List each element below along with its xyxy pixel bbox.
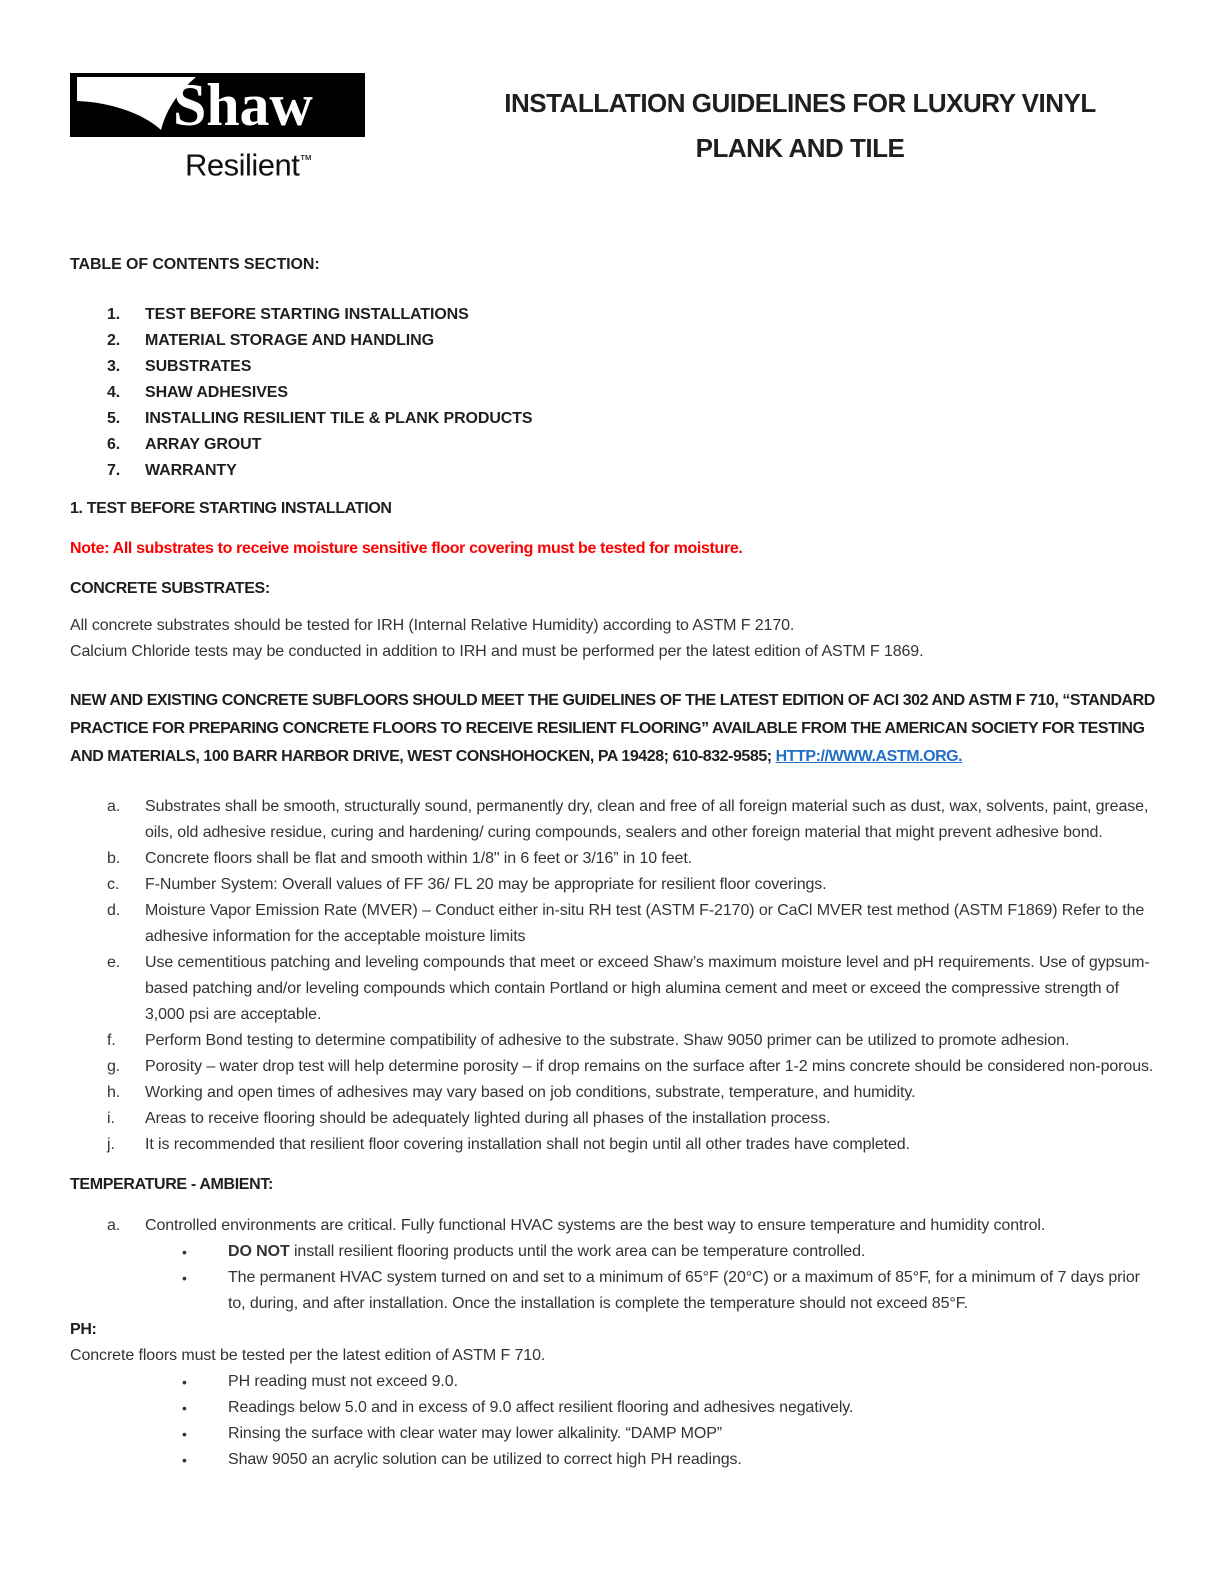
toc-item-number: 6. [107,436,121,454]
list-letter: a. [107,798,121,816]
list-item [70,950,1155,1028]
toc-item-number: 2. [107,332,121,350]
toc-item [70,328,1155,354]
standards-text: NEW AND EXISTING CONCRETE SUBFLOORS SHOULD MEET THE GUIDELINES OF THE LATEST EDITION OF ACI 302 AND ASTM F 710, “STANDARD PRACTICE FOR PREPARING CONCRETE FLOORS TO RECEIVE RESILIENT FLOORING” AVAILABLE FROM THE AMERICAN SOCIETY FOR TESTING AND MATERIALS, 100 BARR HARBOR DRIVE, WEST CONSHOHOCKEN, PA 19428; 610-832-9585; [70,692,1155,766]
list-item-text: Use cementitious patching and leveling compounds that meet or exceed Shaw’s maximum moisture level and pH requirements. Use of gypsum-based patching and/or leveling compounds which contain Portland or high alumina cement and meet or exceed the compressive strength of 3,000 psi are acceptable. [145,954,1150,1024]
intro-line: Calcium Chloride tests may be conducted in addition to IRH and must be performed per the latest edition of ASTM F 1869. [70,643,924,661]
list-letter: e. [107,954,121,972]
toc-item [70,354,1155,380]
list-item [70,1054,1155,1080]
list-item [70,1239,1155,1265]
toc-heading: TABLE OF CONTENTS SECTION: [70,256,320,274]
list-item [70,1421,1155,1447]
shaw-logo [70,73,365,137]
toc-item [70,432,1155,458]
list-letter: c. [107,876,120,894]
toc-item-number: 7. [107,462,121,480]
resilient-text: Resilient [185,147,300,183]
document-header [70,73,1155,182]
toc-item-number: 4. [107,384,121,402]
substrate-requirements-list [70,794,1155,1158]
list-item-text: Readings below 5.0 and in excess of 9.0 affect resilient flooring and adhesives negatively. [228,1399,854,1417]
temperature-bullet-list [70,1239,1155,1317]
section-1-heading: 1. TEST BEFORE STARTING INSTALLATION [70,500,392,518]
list-item [70,1080,1155,1106]
list-item-text: F-Number System: Overall values of FF 36/ FL 20 may be appropriate for resilient floor coverings. [145,876,827,894]
list-letter: f. [107,1032,116,1050]
document-title [365,73,1155,171]
toc-item [70,380,1155,406]
toc-item-number: 3. [107,358,121,376]
trademark-symbol: ™ [299,152,313,167]
temperature-heading: TEMPERATURE - AMBIENT: [70,1176,273,1194]
bullet-icon: • [182,1426,187,1443]
toc-item-label: SUBSTRATES [145,358,252,376]
toc-item-label: TEST BEFORE STARTING INSTALLATIONS [145,306,469,324]
bullet-icon: • [182,1270,187,1287]
ph-bullet-list [70,1369,1155,1473]
toc-item-label: ARRAY GROUT [145,436,262,454]
toc-item-number: 1. [107,306,121,324]
astm-link[interactable]: HTTP://WWW.ASTM.ORG. [775,748,963,766]
list-item-text: PH reading must not exceed 9.0. [228,1373,458,1391]
list-item [70,872,1155,898]
list-item-text: Shaw 9050 an acrylic solution can be utilized to correct high PH readings. [228,1451,742,1469]
list-item [70,1265,1155,1317]
list-letter: j. [107,1136,115,1154]
list-letter: d. [107,902,121,920]
toc-item-label: INSTALLING RESILIENT TILE & PLANK PRODUCTS [145,410,533,428]
list-letter: i. [107,1110,115,1128]
list-item-text: Working and open times of adhesives may vary based on job conditions, substrate, temperature, and humidity. [145,1084,916,1102]
list-item-text: Substrates shall be smooth, structurally sound, permanently dry, clean and free of all foreign material such as dust, wax, solvents, paint, grease, oils, old adhesive residue, curing and hardening/ curing compounds, sealers and other foreign material that might prevent adhesive bond. [145,798,1149,842]
list-item [70,1369,1155,1395]
bullet-icon: • [182,1244,187,1261]
list-item-text: Porosity – water drop test will help determine porosity – if drop remains on the surface after 1-2 mins concrete should be considered non-porous. [145,1058,1154,1076]
standards-paragraph [70,687,1155,771]
list-item-text: The permanent HVAC system turned on and set to a minimum of 65°F (20°C) or a maximum of 85°F, for a minimum of 7 days prior to, during, and after installation. Once the installation is complete the temperature should not exceed 85°F. [228,1269,1140,1313]
list-item [70,1106,1155,1132]
title-line-2: PLANK AND TILE [695,133,905,163]
toc-item [70,302,1155,328]
toc-item-label: MATERIAL STORAGE AND HANDLING [145,332,434,350]
list-item-text: install resilient flooring products until the work area can be temperature controlled. [289,1243,866,1261]
list-item [70,898,1155,950]
list-item-text: Rinsing the surface with clear water may lower alkalinity. “DAMP MOP” [228,1425,722,1443]
list-item [70,1132,1155,1158]
concrete-substrates-heading: CONCRETE SUBSTRATES: [70,580,270,598]
list-letter: h. [107,1084,121,1102]
list-item [70,794,1155,846]
toc-list [70,302,1155,484]
ph-heading: PH: [70,1321,97,1339]
list-item-text: It is recommended that resilient floor covering installation shall not begin until all other trades have completed. [145,1136,910,1154]
toc-item-number: 5. [107,410,121,428]
list-letter: g. [107,1058,121,1076]
concrete-intro-paragraph [70,613,1155,665]
do-not-emphasis: DO NOT [228,1243,290,1261]
list-letter: b. [107,850,121,868]
shaw-resilient-logo [70,73,365,182]
list-item [70,1395,1155,1421]
toc-item [70,458,1155,484]
shaw-brand-text: Shaw [173,73,313,137]
toc-item [70,406,1155,432]
list-item-text: Perform Bond testing to determine compatibility of adhesive to the substrate. Shaw 9050 primer can be utilized to promote adhesion. [145,1032,1070,1050]
list-item-text: Moisture Vapor Emission Rate (MVER) – Conduct either in-situ RH test (ASTM F-2170) or CaCl MVER test method (ASTM F1869) Refer to the adhesive information for the acceptable moisture limits [145,902,1145,946]
moisture-note: Note: All substrates to receive moisture sensitive floor covering must be tested for moisture. [70,540,743,558]
ph-intro: Concrete floors must be tested per the latest edition of ASTM F 710. [70,1347,546,1365]
list-item-text: Controlled environments are critical. Fully functional HVAC systems are the best way to ensure temperature and humidity control. [145,1217,1046,1235]
list-item [70,846,1155,872]
bullet-icon: • [182,1374,187,1391]
toc-item-label: SHAW ADHESIVES [145,384,288,402]
list-item-text: Concrete floors shall be flat and smooth within 1/8" in 6 feet or 3/16” in 10 feet. [145,850,693,868]
resilient-wordmark [185,143,365,182]
intro-line: All concrete substrates should be tested for IRH (Internal Relative Humidity) according to ASTM F 2170. [70,617,795,635]
list-item [70,1028,1155,1054]
toc-item-label: WARRANTY [145,462,237,480]
temperature-item-a [70,1213,1155,1239]
title-line-1: INSTALLATION GUIDELINES FOR LUXURY VINYL [504,88,1096,118]
list-item [70,1447,1155,1473]
list-letter: a. [107,1217,121,1235]
bullet-icon: • [182,1452,187,1469]
list-item-text: Areas to receive flooring should be adequately lighted during all phases of the installation process. [145,1110,831,1128]
bullet-icon: • [182,1400,187,1417]
